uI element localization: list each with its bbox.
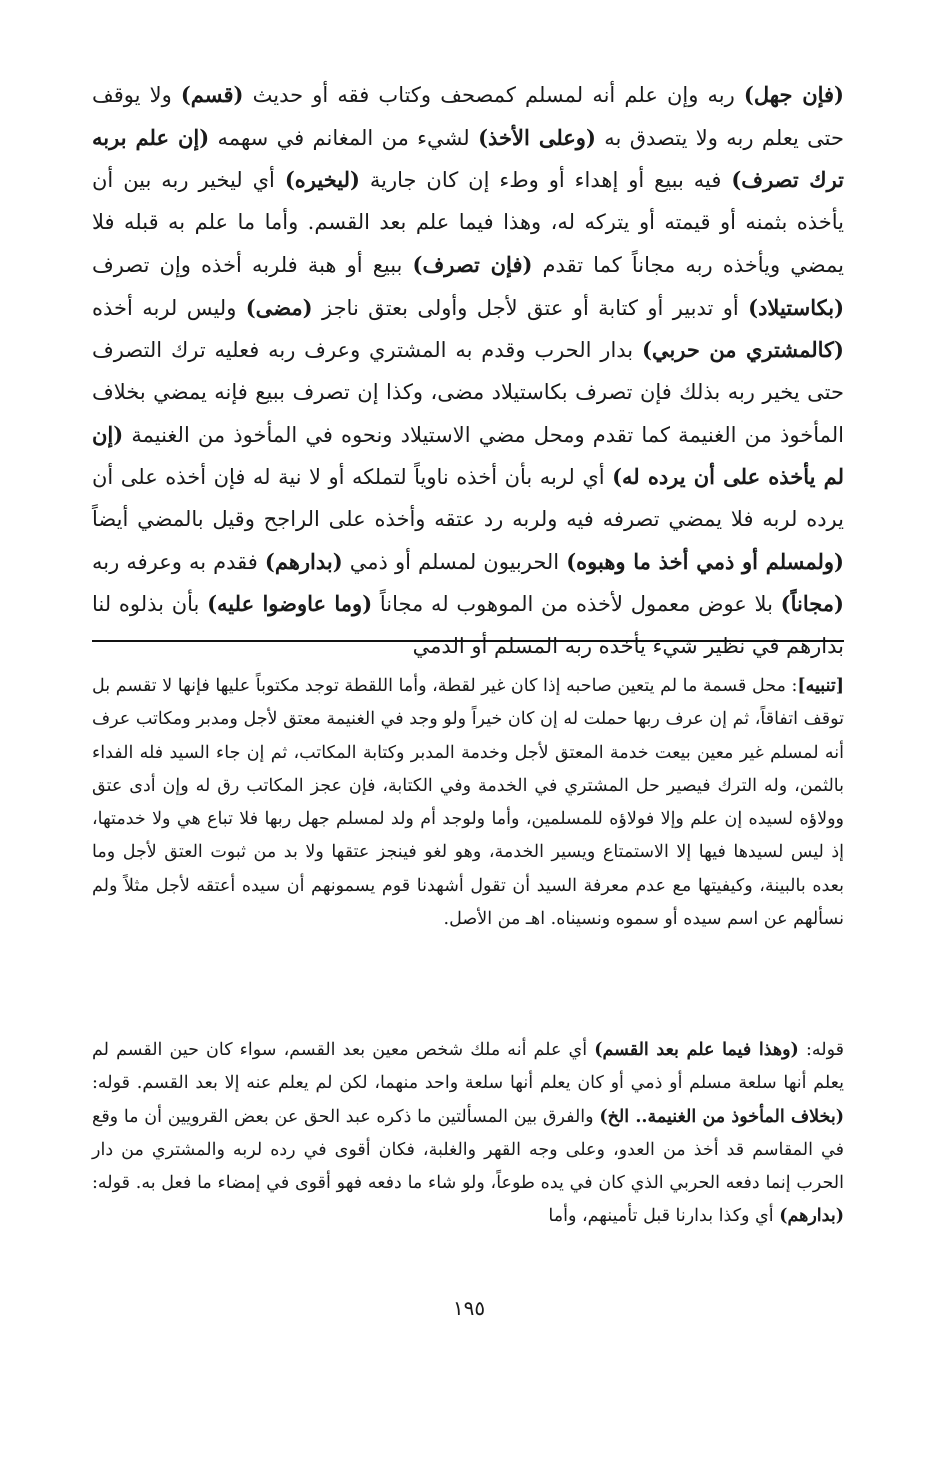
- bold-matn-segment: (كالمشتري من حربي): [642, 337, 844, 363]
- bold-matn-segment: (بدارهم): [779, 1206, 844, 1227]
- bold-matn-segment: (بخلاف المأخوذ من الغنيمة.. الخ): [599, 1106, 844, 1127]
- text-segment: قوله:: [798, 1040, 844, 1060]
- bold-matn-segment: (قسم): [180, 82, 244, 107]
- bold-matn-segment: (وما عاوضوا عليه): [207, 591, 373, 617]
- bold-matn-segment: (إن علم بربه ترك تصرف): [92, 124, 845, 193]
- text-segment: لشيء من المغانم في سهمه: [209, 125, 479, 150]
- bold-matn-segment: (فإن تصرف): [412, 251, 533, 277]
- bold-matn-segment: (إن لم يأخذه على أن يرده له): [92, 421, 844, 490]
- bold-matn-segment: (ليخيره): [284, 167, 360, 193]
- text-segment: فيه ببيع أو إهداء أو وطء إن كان جارية: [359, 168, 732, 193]
- footnote-commentary: [92, 1034, 844, 1234]
- text-segment: بأن بذلوه لنا بدارهم في نظير شيء يأخذه ربه المسلم أو الذمي: [92, 592, 844, 659]
- footnote-separator-rule: [92, 640, 844, 642]
- text-segment: ولا يوقف حتى يعلم ربه ولا يتصدق به: [92, 83, 844, 150]
- footnote-tanbih: [92, 670, 844, 936]
- bold-matn-segment: (وعلى الأخذ): [478, 124, 596, 150]
- text-segment: والفرق بين المسألتين ما ذكره عبد الحق عن بعض القرويين أن ما وقع في المقاسم قد أخذ من العدو، وعلى وجه القهر والغلبة، فكان أقوى في رده لربه والمشتري من دار الحرب إنما دفعه الحربي الذي كان في يده طوعاً، ولو شاء ما دفعه فهو أقوى في إمضاء ما فعل به. قوله:: [92, 1106, 844, 1194]
- bold-matn-segment: (بدارهم): [264, 548, 343, 574]
- text-segment: أي لربه بأن أخذه ناوياً لتملكه أو لا نية له فإن أخذه على أن يرده لربه فلا يمضي تصرفه فيه ولربه رد عتقه وأخذه على الراجح وقيل بالمضي أيضاً: [92, 465, 844, 532]
- text-segment: بدار الحرب وقدم به المشتري وعرف ربه فعليه ترك التصرف حتى يخير ربه بذلك فإن تصرف بكاستيلاد مضى، وكذا إن تصرف ببيع فإنه يمضي بخلاف المأخوذ من الغنيمة كما تقدم ومحل مضي الاستيلاد ونحوه في المأخوذ من الغنيمة: [92, 338, 844, 447]
- text-segment: فقدم به وعرفه ربه: [92, 549, 265, 574]
- text-segment: ربه وإن علم أنه لمسلم كمصحف وكتاب فقه أو حديث: [243, 83, 744, 107]
- text-segment: وليس لربه أخذه: [92, 295, 246, 320]
- text-segment: أي وكذا بدارنا قبل تأمينهم، وأما: [548, 1206, 780, 1227]
- text-segment: : محل قسمة ما لم يتعين صاحبه إذا كان غير لقطة، وأما اللقطة توجد مكتوباً عليها فإنها لا تقسم بل توقف اتفاقاً، ثم إن عرف ربها حملت له إن كان خيراً ولو وجد في الغنيمة معتق لأجل ومدبر ومكاتب عرف أنه لمسلم غير معين بيعت خدمة المعتق لأجل وخدمة المدبر وكتابة المكاتب، ثم إن جاء السيد فله الفداء بالثمن، وله الترك فيصير حل المشتري في الخدمة وفي الكتابة، فإن عجز المكاتب رق له وإن أدى عتق وولاؤه لسيده إن علم وإلا فولاؤه للمسلمين، وأما ولوجد أم ولد لمسلم جهل ربها فلا تباع هي ولا خدمتها، إذ ليس لسيدها فيها إلا الاستمتاع ويسير الخدمة، وهو لغو فينجز عتقها ولا بد من ثبوت العتق لأجل وما بعده بالبينة، وكيفيتها مع عدم معرفة السيد أن تقول أشهدنا قوم يسمونهم أن سيده أعتقه لأجل مثلاً ولم نسألهم عن اسم سيده أو سموه ونسيناه. اهـ من الأصل.: [92, 676, 844, 930]
- bold-matn-segment: (ولمسلم أو ذمي أخذ ما وهبوه): [566, 548, 844, 574]
- page-number: ١٩٥: [452, 1296, 486, 1320]
- text-segment: أي علم أنه ملك شخص معين بعد القسم، سواء كان حين القسم لم يعلم أنها سلعة مسلم أو ذمي أو كان يعلم أنها سلعة واحد منهما، لكن لم يعلم عنه إلا بعد القسم. قوله:: [92, 1040, 844, 1094]
- bold-matn-segment: (وهذا فيما علم بعد القسم): [594, 1040, 799, 1060]
- text-segment: ببيع أو هبة فلربه أخذه وإن تصرف: [92, 252, 413, 277]
- bold-matn-segment: [تنبيه]: [797, 676, 844, 696]
- text-segment: الحربيون لمسلم أو ذمي: [342, 549, 567, 574]
- text-segment: أي ليخير ربه بين أن يأخذه بثمنه أو قيمته أو يتركه له، وهذا فيما علم بعد القسم. وأما ما علم به قبله فلا يمضي ويأخذه ربه مجاناً كما تقدم: [92, 168, 844, 277]
- text-segment: بلا عوض معمول لأخذه من الموهوب له مجاناً: [372, 592, 781, 617]
- bold-matn-segment: (بكاستيلاد): [748, 294, 845, 320]
- main-text-paragraph: [92, 74, 844, 668]
- bold-matn-segment: (مجاناً): [780, 591, 844, 617]
- bold-matn-segment: (فإن جهل): [743, 82, 844, 107]
- text-segment: أو تدبير أو كتابة أو عتق لأجل وأولى بعتق ناجز: [312, 295, 749, 320]
- bold-matn-segment: (مضى): [245, 294, 313, 320]
